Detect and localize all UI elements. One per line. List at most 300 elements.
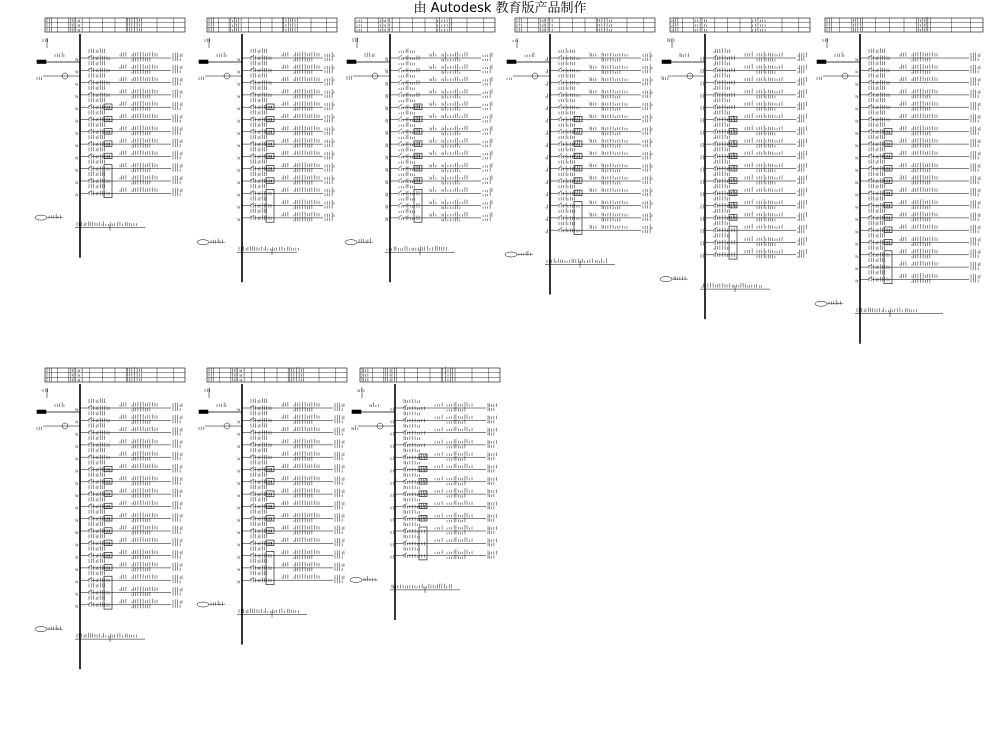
text-glyph-marks [598,28,612,32]
load-power-text [643,105,650,110]
breaker-contact [713,141,717,144]
load-label-text [173,188,182,192]
text-glyph-marks [546,94,548,98]
circuit-number-text [430,199,436,204]
branch-circuit [238,122,334,135]
text-glyph-marks [238,218,240,221]
circuit-number-text [590,114,596,118]
branch-circuit [386,48,492,61]
load-power-text [483,106,490,110]
branch-circuit [238,110,334,123]
branch-circuit [238,159,334,172]
breaker-contact [398,178,402,181]
branch-circuit [386,208,492,221]
load-power-text [483,94,490,98]
branch-circuit [76,97,182,110]
circuit-number-text [745,64,752,69]
branch-circuit [238,208,334,221]
breaker-rating-text [559,122,574,127]
text-glyph-marks [76,120,78,123]
text-glyph-marks [546,57,548,61]
circuit-number-text [745,162,752,167]
distribution-panel-3 [345,17,495,282]
breaker-type-text [399,80,419,85]
cable-spec-text [294,126,319,131]
cable-spec-text [294,175,319,180]
text-glyph-marks [386,131,388,135]
load-power-text [643,179,650,184]
text-glyph-marks [386,82,388,86]
cable-spec-text [294,89,319,94]
breaker-rating-text [559,220,574,225]
branch-circuit [386,97,492,110]
cable-spec-text [132,150,157,155]
breaker-rating-text [559,171,574,176]
breaker-contact [398,104,402,107]
cable-spec-text [132,94,150,99]
cable-spec-text [757,138,782,143]
load-label-text [173,176,182,180]
circuit-number-text [745,89,752,94]
breaker-type-text [251,141,271,146]
breaker-rating-text [251,97,266,102]
load-label-text [325,114,334,119]
branch-circuit [546,97,652,110]
cable-spec-text [294,212,319,217]
cable-spec-text [294,167,312,172]
text-glyph-marks [386,69,388,73]
load-label-text [173,65,182,69]
load-label-text [483,175,492,180]
branch-circuit [386,171,492,184]
breaker-contact [398,67,402,70]
branch-circuit [546,196,652,209]
load-power-text [643,191,650,196]
breaker-rating-text [251,122,266,127]
load-label-text [643,114,652,119]
incoming-terminal [507,60,516,64]
incoming-terminal [37,60,46,64]
cable-spec-text [757,101,782,106]
circuit-number-text [120,114,126,118]
branch-circuit [76,147,182,160]
load-label-text [798,151,807,156]
branch-circuit [238,134,334,147]
text-glyph-marks [211,238,223,243]
breaker-type-text [399,215,419,220]
text-glyph-marks [598,23,612,27]
load-power-text [325,167,332,172]
load-power-text [325,130,332,135]
breaker-contact [713,67,717,70]
branch-circuit [386,61,492,74]
breaker-rating-text [399,208,414,213]
cable-spec-text [294,94,312,99]
cable-spec-text [132,52,157,57]
distribution-panel-5 [660,17,810,319]
panel-bottom-summary [345,238,455,255]
breaker-type-text [399,154,419,159]
breaker-rating-text [714,85,729,90]
cable-spec-text [442,167,460,172]
load-power-text [483,119,490,123]
breaker-type-text [399,166,419,171]
cable-spec-text [442,180,460,185]
branch-circuit [386,184,492,197]
breaker-contact [398,166,402,169]
cable-spec-text [294,138,319,143]
breaker-type-text [559,154,579,159]
circuit-number-text [120,126,126,130]
circuit-number-text [120,101,126,105]
circuit-number-text [590,188,596,192]
breaker-type-text [251,92,271,97]
load-power-text [325,179,332,184]
load-power-text [643,68,650,73]
branch-circuit [386,134,492,147]
breaker-contact [713,153,717,156]
cable-spec-text [442,52,467,57]
load-power-text [643,130,650,135]
cable-spec-text [757,167,775,172]
load-label-text [483,52,492,57]
breaker-rating-text [559,159,574,164]
load-label-text [798,175,807,180]
breaker-rating-text [89,85,104,90]
breaker-rating-text [714,184,729,189]
text-glyph-marks [37,77,42,80]
circuit-number-text [590,65,596,69]
text-glyph-marks [76,132,78,135]
branch-circuit [701,184,807,197]
panel-id-tag [35,214,63,220]
circuit-number-text [120,175,126,179]
load-label-text [798,101,807,106]
breaker-contact [398,129,402,132]
breaker-type-text [399,92,419,97]
breaker-contact [398,117,402,120]
text-glyph-marks [701,118,703,122]
load-label-text [798,77,807,82]
text-glyph-marks [701,69,703,73]
circuit-number-text [282,89,288,93]
load-power-text [643,81,650,86]
circuit-number-text [590,89,596,93]
breaker-type-text [399,191,419,196]
load-label-text [325,64,334,69]
load-label-text [325,163,334,168]
text-glyph-marks [519,251,531,256]
text-glyph-marks [753,18,765,22]
incoming-terminal [347,60,356,64]
load-power-text [798,155,804,159]
breaker-contact [713,129,717,132]
breaker-contact [713,92,717,95]
cable-spec-text [132,89,157,94]
circuit-number-text [430,101,436,106]
circuit-number-text [282,200,288,204]
branch-circuit [238,73,334,86]
cable-spec-text [757,175,782,180]
load-label-text [643,212,652,217]
text-glyph-marks [546,81,548,85]
breaker-type-text [251,215,271,220]
load-label-text [483,126,492,131]
text-glyph-marks [386,57,388,61]
load-power-text [643,56,650,61]
branch-circuit [76,171,182,184]
text-glyph-marks [386,106,388,110]
panel-id-tag [505,251,533,257]
distribution-panel-1 [35,17,185,257]
load-label-text [325,138,334,143]
load-power-text [483,180,490,184]
branch-circuit [386,196,492,209]
branch-circuit [546,171,652,184]
load-power-text [173,167,180,171]
breaker-type-text [251,129,271,134]
panel-id-ellipse [505,252,517,257]
text-glyph-marks [238,156,240,159]
breaker-rating-text [399,73,414,78]
distribution-panel-4 [505,18,655,295]
cable-spec-text [294,143,312,148]
circuit-number-text [120,151,126,155]
panel-title-block [515,18,655,32]
cable-spec-text [757,125,782,130]
breaker-type-text [89,104,109,109]
breaker-type-text [714,92,734,97]
branch-circuit [76,134,182,147]
load-power-text [643,93,650,98]
branch-circuit [238,48,334,61]
breaker-type-text [559,203,579,208]
load-label-text [483,188,492,193]
circuit-number-text [430,76,436,81]
panel-bottom-summary [505,251,615,268]
text-glyph-marks [238,95,240,98]
cable-spec-text [132,64,157,69]
cable-spec-text [132,113,157,118]
autodesk-education-watermark: 由 Autodesk 教育版产品制作 [413,1,587,16]
cable-spec-text [602,114,627,118]
incoming-feeder [662,38,705,80]
circuit-number-text [745,52,752,57]
cable-spec-text [602,163,627,167]
branch-circuit [238,196,334,209]
circuit-number-text [590,151,596,155]
circuit-number-text [282,175,288,179]
branch-circuit [701,48,807,61]
text-glyph-marks [701,81,703,85]
text-glyph-marks [517,23,522,26]
text-glyph-marks [386,192,388,196]
branch-circuit [701,85,807,98]
text-glyph-marks [70,27,82,31]
breaker-rating-text [399,184,414,189]
load-label-text [325,200,334,205]
breaker-type-text [399,129,419,134]
breaker-rating-text [399,97,414,102]
text-glyph-marks [209,22,214,26]
branch-circuit [701,110,807,123]
circuit-number-text [430,89,436,94]
circuit-number-text [282,52,288,56]
text-glyph-marks [701,180,703,184]
load-power-text [173,118,180,122]
branch-circuit [546,60,652,73]
text-glyph-marks [753,23,765,27]
text-glyph-marks [386,168,388,172]
breaker-type-text [559,215,579,220]
circuit-number-text [120,163,126,167]
breaker-type-text [559,104,579,109]
text-glyph-marks [357,20,362,22]
load-power-text [798,81,804,85]
load-label-text [643,77,652,82]
text-glyph-marks [70,22,82,26]
branch-circuit [701,171,807,184]
cable-spec-text [442,217,460,222]
cable-spec-text [132,138,157,143]
breaker-type-text [89,166,109,171]
circuit-number-text [590,212,596,216]
text-glyph-marks [238,70,240,73]
breaker-rating-text [399,122,414,127]
text-glyph-marks [386,143,388,147]
load-label-text [325,101,334,106]
cable-spec-text [132,143,150,148]
load-label-text [798,65,807,70]
breaker-type-text [89,68,109,73]
cable-spec-text [294,180,312,185]
breaker-rating-text [251,208,266,213]
text-glyph-marks [546,192,548,196]
circuit-number-text [590,77,596,81]
load-label-text [483,77,492,82]
branch-circuit [701,122,807,135]
branch-circuit [76,73,182,86]
breaker-rating-text [251,196,266,201]
load-power-text [483,205,490,209]
load-power-text [173,192,180,196]
circuit-number-text [430,212,436,217]
text-glyph-marks [701,94,703,98]
load-power-text [325,142,332,147]
text-glyph-marks [540,22,552,26]
circuit-number-text [282,101,288,105]
text-glyph-marks [546,118,548,122]
cable-spec-text [442,199,467,204]
circuit-number-text [745,150,752,155]
breaker-type-text [714,68,734,73]
breaker-rating-text [89,73,104,78]
text-glyph-marks [701,155,703,159]
text-glyph-marks [546,143,548,147]
breaker-type-text [251,117,271,122]
cable-spec-text [757,89,782,94]
load-label-text [173,53,182,57]
cable-spec-text [294,131,312,136]
branch-circuit [701,61,807,74]
load-power-text [325,118,332,123]
load-label-text [325,89,334,94]
text-glyph-marks [546,69,548,73]
breaker-rating-text [399,85,414,90]
load-power-text [643,167,650,172]
breaker-type-text [559,129,579,134]
branch-circuit [701,134,807,147]
breaker-type-text [89,141,109,146]
panel-id-ellipse [345,240,357,245]
breaker-rating-text [714,48,729,53]
breaker-type-text [399,117,419,122]
branch-circuit [386,73,492,86]
cable-spec-text [132,175,157,180]
text-glyph-marks [357,24,362,26]
panel-title-block [355,17,495,32]
text-glyph-marks [76,107,78,110]
breaker-rating-text [251,159,266,164]
breaker-type-text [714,55,734,60]
breaker-rating-text [399,147,414,152]
load-label-text [483,101,492,106]
breaker-rating-text [559,183,574,188]
cable-spec-text [294,217,312,222]
breaker-rating-text [714,73,729,78]
text-glyph-marks [672,27,678,31]
load-label-text [173,114,182,118]
breaker-type-text [559,227,579,232]
breaker-rating-text [399,159,414,164]
cable-spec-text [602,77,627,81]
breaker-rating-text [559,60,574,65]
load-power-text [483,82,490,86]
text-glyph-marks [507,78,512,80]
cable-spec-text [442,131,460,136]
load-label-text [483,151,492,156]
breaker-rating-text [251,85,266,90]
circuit-number-text [430,52,436,57]
text-glyph-marks [238,83,240,86]
text-glyph-marks [238,132,240,135]
branch-circuit [546,208,652,221]
text-glyph-marks [546,131,548,135]
cable-spec-text [294,204,312,209]
breaker-contact [713,117,717,120]
text-glyph-marks [238,181,240,184]
cable-spec-text [757,150,782,155]
breaker-type-text [399,68,419,73]
breaker-rating-text [559,85,574,90]
text-glyph-marks [76,95,78,98]
text-glyph-marks [668,38,674,42]
load-label-text [483,65,492,70]
circuit-number-text [590,102,596,106]
load-label-text [325,126,334,131]
breaker-rating-text [714,122,729,127]
breaker-type-text [251,166,271,171]
circuit-number-text [430,187,436,192]
text-glyph-marks [217,52,226,57]
breaker-type-text [399,55,419,60]
circuit-number-text [745,101,752,106]
circuit-number-text [282,163,288,167]
distribution-panel-2 [197,17,337,282]
breaker-rating-text [714,171,729,176]
circuit-number-text [745,76,752,81]
breaker-type-text [559,190,579,195]
